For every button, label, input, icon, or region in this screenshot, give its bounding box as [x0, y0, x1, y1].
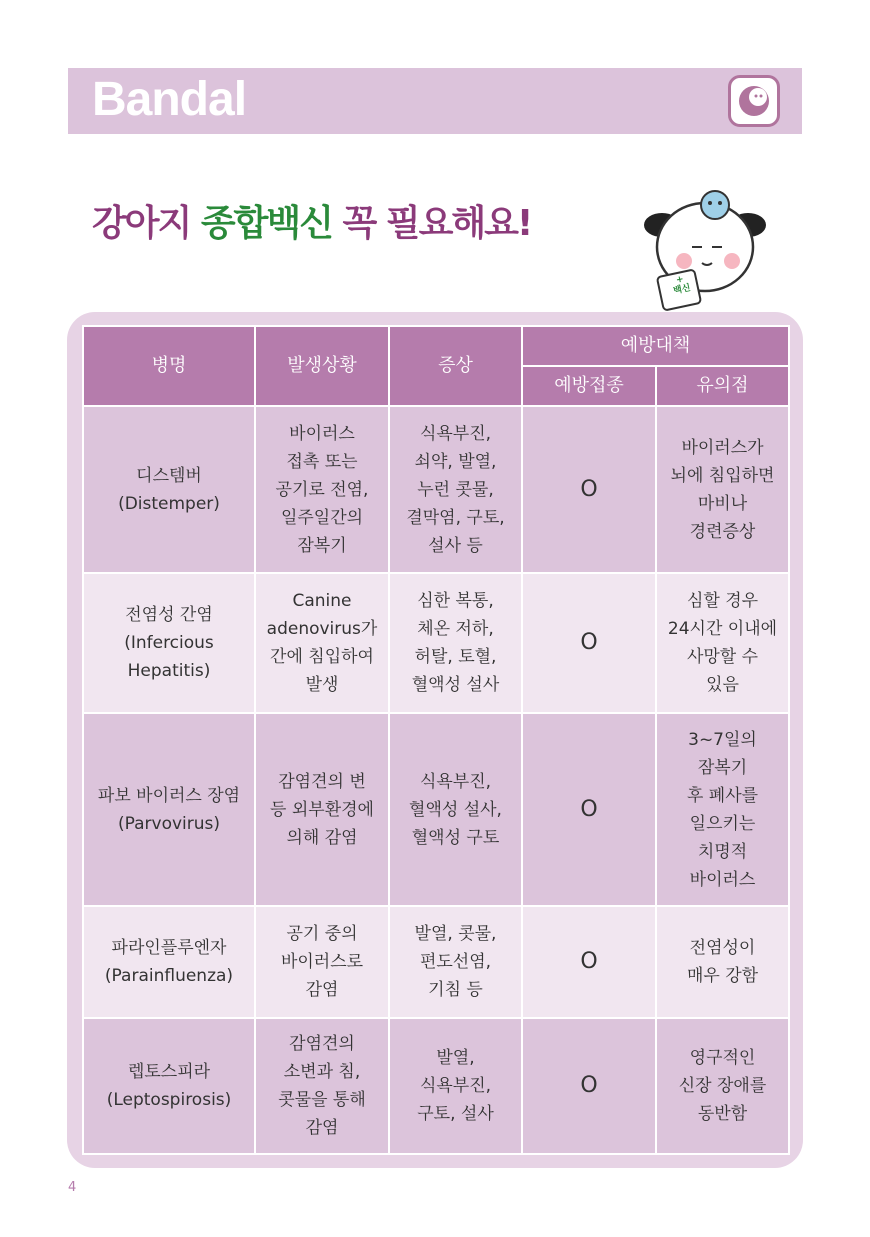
table-row — [83, 406, 789, 573]
table-row — [83, 1018, 789, 1154]
brand-logo-icon — [728, 75, 780, 127]
cell-occurrence: 바이러스 접촉 또는 공기로 전염, 일주일간의 잠복기 — [255, 406, 389, 573]
header-vaccination: 예방접종 — [522, 366, 656, 406]
header-disease: 병명 — [83, 326, 255, 406]
cell-disease: 디스템버 (Distemper) — [83, 406, 255, 573]
cell-occurrence: 감염견의 변 등 외부환경에 의해 감염 — [255, 713, 389, 906]
cell-symptoms: 식욕부진, 쇠약, 발열, 누런 콧물, 결막염, 구토, 설사 등 — [389, 406, 522, 573]
cell-vaccination: O — [522, 906, 656, 1018]
header-symptoms: 증상 — [389, 326, 522, 406]
cell-notes: 전염성이 매우 강함 — [656, 906, 789, 1018]
cell-notes: 심할 경우 24시간 이내에 사망할 수 있음 — [656, 573, 789, 713]
cell-disease: 전염성 간염 (Infercious Hepatitis) — [83, 573, 255, 713]
table-row — [83, 906, 789, 1018]
cell-occurrence: Canine adenovirus가 간에 침입하여 발생 — [255, 573, 389, 713]
cell-vaccination: O — [522, 713, 656, 906]
table-row — [83, 573, 789, 713]
cell-symptoms: 식욕부진, 혈액성 설사, 혈액성 구토 — [389, 713, 522, 906]
cell-disease: 렙토스피라 (Leptospirosis) — [83, 1018, 255, 1154]
page-number: 4 — [68, 1180, 77, 1195]
cell-disease: 파보 바이러스 장염 (Parvovirus) — [83, 713, 255, 906]
brand-title: Bandal — [92, 73, 247, 126]
cell-notes: 3~7일의 잠복기 후 폐사를 일으키는 치명적 바이러스 — [656, 713, 789, 906]
cell-symptoms: 심한 복통, 체온 저하, 허탈, 토혈, 혈액성 설사 — [389, 573, 522, 713]
puppy-mascot-icon — [640, 185, 770, 315]
header-notes: 유의점 — [656, 366, 789, 406]
cell-vaccination: O — [522, 1018, 656, 1154]
cell-notes: 영구적인 신장 장애를 동반함 — [656, 1018, 789, 1154]
cell-notes: 바이러스가 뇌에 침입하면 마비나 경련증상 — [656, 406, 789, 573]
cell-disease: 파라인플루엔자 (Parainfluenza) — [83, 906, 255, 1018]
cell-occurrence: 공기 중의 바이러스로 감염 — [255, 906, 389, 1018]
header-bar — [68, 68, 802, 134]
cell-symptoms: 발열, 식욕부진, 구토, 설사 — [389, 1018, 522, 1154]
mascot-sign-text: + 백신 — [672, 274, 692, 297]
header-occurrence: 발생상황 — [255, 326, 389, 406]
page-title: 강아지 종합백신 꼭 필요해요! — [92, 203, 532, 244]
vaccine-table — [82, 325, 790, 1155]
cell-vaccination: O — [522, 406, 656, 573]
cell-vaccination: O — [522, 573, 656, 713]
header-prevention: 예방대책 — [522, 326, 789, 366]
cell-symptoms: 발열, 콧물, 편도선염, 기침 등 — [389, 906, 522, 1018]
cell-occurrence: 감염견의 소변과 침, 콧물을 통해 감염 — [255, 1018, 389, 1154]
table-row — [83, 713, 789, 906]
